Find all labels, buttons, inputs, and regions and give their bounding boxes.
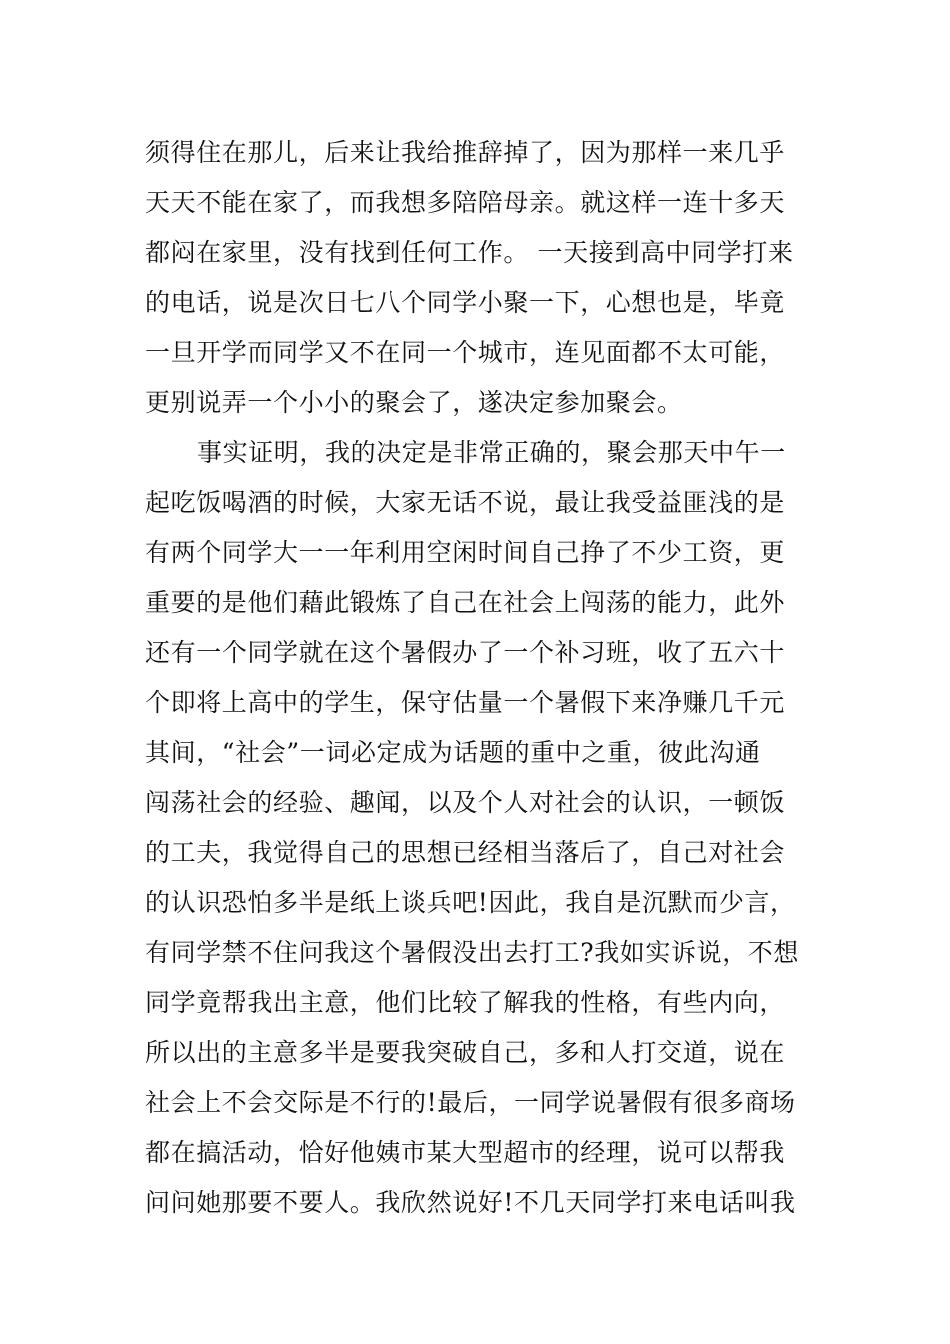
text-line: 有同学禁不住问我这个暑假没出去打工?我如实诉说，不想 [145, 938, 800, 967]
text-line: 更别说弄一个小小的聚会了，遂决定参加聚会。 [145, 388, 683, 417]
text-line: 起吃饭喝酒的时候，大家无话不说，最让我受益匪浅的是 [145, 488, 786, 517]
text-line: 闯荡社会的经验、趣闻，以及个人对社会的认识，一顿饭 [145, 788, 786, 817]
text-line: 所以出的主意多半是要我突破自己，多和人打交道，说在 [145, 1038, 786, 1067]
text-line: 的工夫，我觉得自己的思想已经相当落后了，自己对社会 [145, 838, 786, 867]
text-line: 社会上不会交际是不行的!最后，一同学说暑假有很多商场 [145, 1088, 796, 1117]
text-line: 都闷在家里，没有找到任何工作。 一天接到高中同学打来 [145, 238, 794, 267]
text-line: 有两个同学大一一年利用空闲时间自己挣了不少工资，更 [145, 538, 786, 567]
text-line: 一旦开学而同学又不在同一个城市，连见面都不太可能， [145, 338, 786, 367]
text-line: 个即将上高中的学生，保守估量一个暑假下来净赚几千元 [145, 688, 786, 717]
text-line-indented: 事实证明，我的决定是非常正确的，聚会那天中午一 [197, 438, 786, 467]
text-line: 天天不能在家了，而我想多陪陪母亲。就这样一连十多天 [145, 188, 786, 217]
paragraph-1 [145, 128, 810, 428]
text-line: 问问她那要不要人。我欣然说好!不几天同学打来电话叫我 [145, 1188, 796, 1217]
text-line: 的电话，说是次日七八个同学小聚一下，心想也是，毕竟 [145, 288, 786, 317]
document-body [145, 128, 810, 1228]
text-line: 其间，“社会”一词必定成为话题的重中之重，彼此沟通 [145, 738, 761, 767]
text-line: 重要的是他们藉此锻炼了自己在社会上闯荡的能力，此外 [145, 588, 786, 617]
text-line: 的认识恐怕多半是纸上谈兵吧!因此，我自是沉默而少言， [145, 888, 796, 917]
text-line: 须得住在那儿，后来让我给推辞掉了，因为那样一来几乎 [145, 138, 786, 167]
paragraph-2 [145, 428, 810, 1228]
text-line: 还有一个同学就在这个暑假办了一个补习班，收了五六十 [145, 638, 786, 667]
text-line: 同学竟帮我出主意，他们比较了解我的性格，有些内向， [145, 988, 786, 1017]
text-line: 都在搞活动，恰好他姨市某大型超市的经理，说可以帮我 [145, 1138, 786, 1167]
